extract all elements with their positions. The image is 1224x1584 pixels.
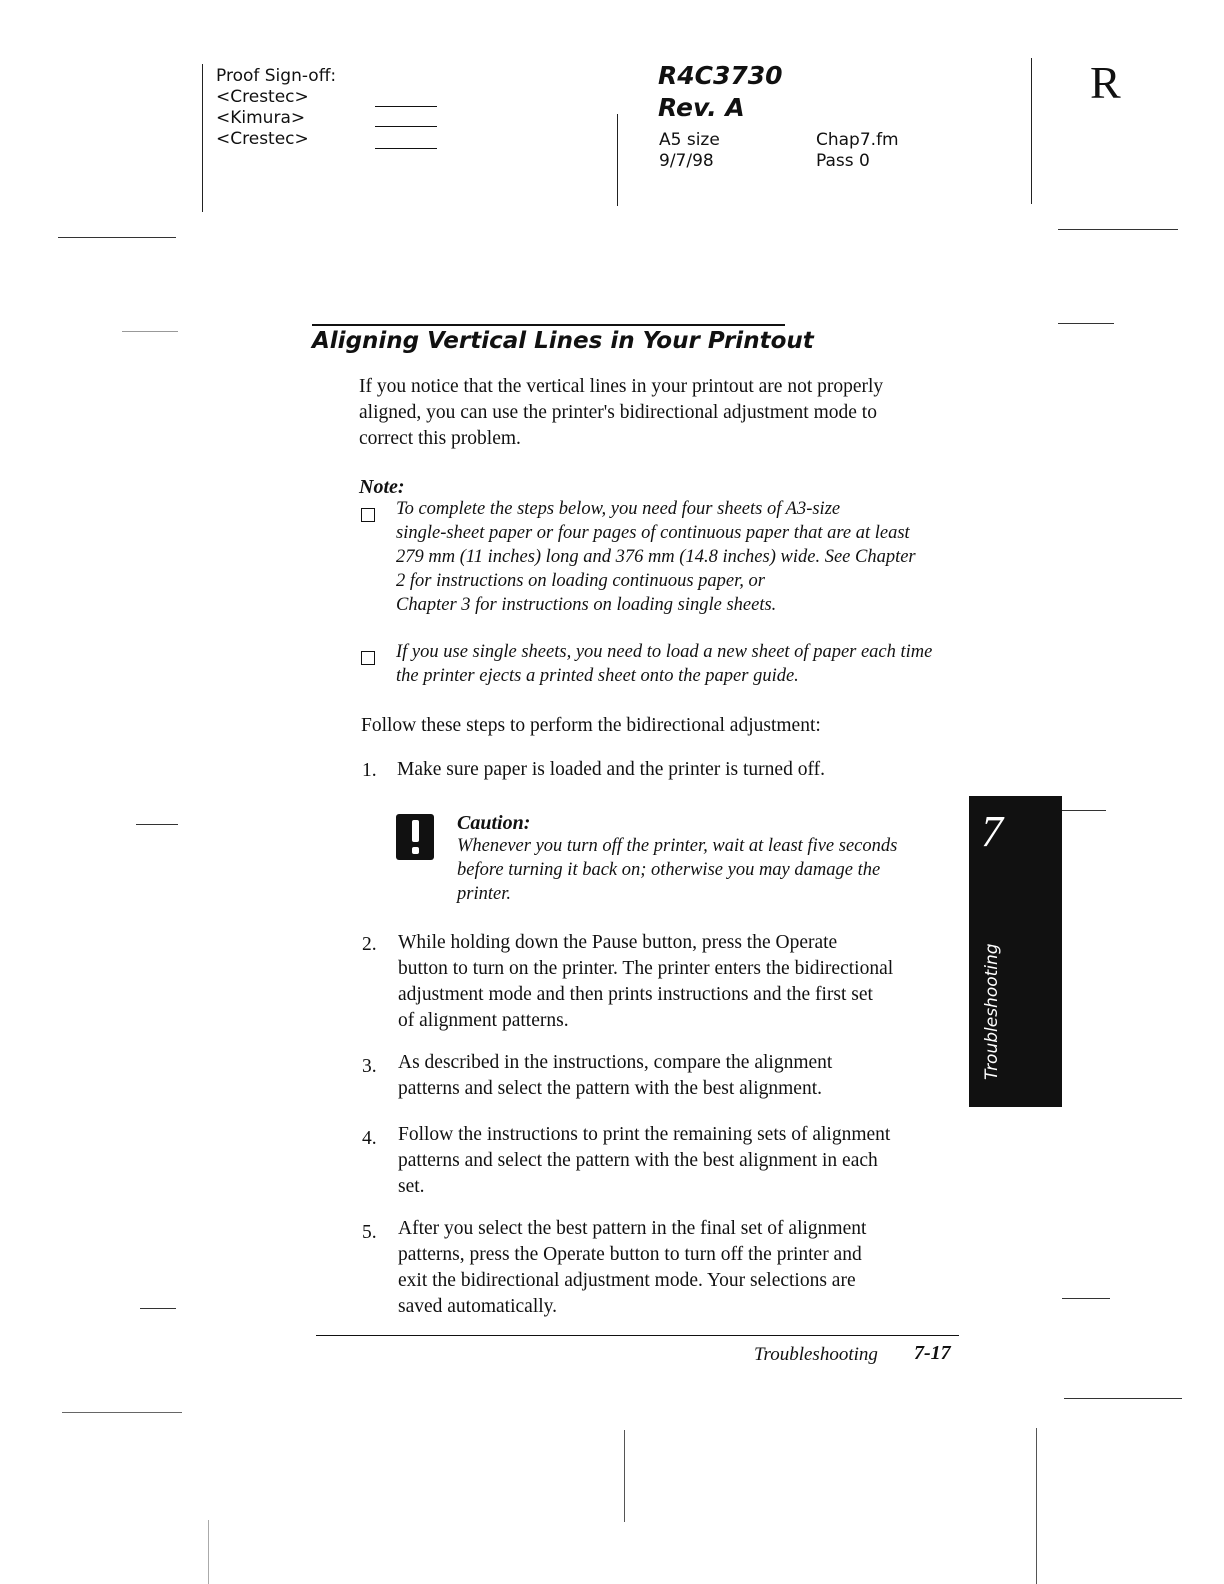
revision: Rev. A <box>658 93 745 122</box>
step-text <box>398 1050 832 1102</box>
proof-signoff-entry: <Crestec> <box>216 87 309 107</box>
step-line: of alignment patterns. <box>398 1010 569 1031</box>
step-number: 5. <box>362 1222 377 1243</box>
caution-label: Caution: <box>457 812 531 834</box>
page-size: A5 size <box>659 130 720 150</box>
doc-code-block <box>658 60 783 124</box>
proof-signoff-entry: <Kimura> <box>216 108 306 128</box>
note-line: 2 for instructions on loading continuous paper, or <box>396 571 765 591</box>
heading-rule <box>312 324 785 326</box>
caution-text <box>457 834 897 906</box>
doc-meta-right <box>816 130 899 172</box>
signature-line <box>375 106 437 107</box>
step-text <box>398 930 893 1034</box>
crop-mark <box>1062 810 1106 811</box>
note-line: To complete the steps below, you need four sheets of A3-size <box>396 499 841 519</box>
intro-line: aligned, you can use the printer's bidirectional adjustment mode to <box>359 402 877 423</box>
note-line: If you use single sheets, you need to load a new sheet of paper each time <box>396 642 933 662</box>
note-item <box>396 497 916 617</box>
chapter-tab-label: Troubleshooting <box>982 943 1002 1080</box>
step-line: Follow the instructions to print the remaining sets of alignment <box>398 1124 891 1145</box>
crop-mark <box>136 824 178 825</box>
crop-mark <box>1058 229 1178 230</box>
step-line: After you select the best pattern in the final set of alignment <box>398 1218 867 1239</box>
step-line: As described in the instructions, compare the alignment <box>398 1052 833 1073</box>
step-line: patterns and select the pattern with the best alignment. <box>398 1078 822 1099</box>
intro-line: If you notice that the vertical lines in your printout are not properly <box>359 376 884 397</box>
proof-signoff-entry: <Crestec> <box>216 129 309 149</box>
corner-letter: R <box>1090 57 1121 108</box>
proof-signoff-block <box>216 66 336 150</box>
caution-line: before turning it back on; otherwise you may damage the <box>457 860 881 880</box>
caution-line: printer. <box>457 884 511 904</box>
caution-line: Whenever you turn off the printer, wait at least five seconds <box>457 836 898 856</box>
doc-meta-left <box>659 130 720 172</box>
intro-paragraph <box>359 374 883 452</box>
footer-chapter-title: Troubleshooting <box>754 1344 878 1365</box>
section-title: Aligning Vertical Lines in Your Printout <box>312 328 814 354</box>
header-divider <box>617 114 618 206</box>
proof-signoff-label: Proof Sign-off: <box>216 66 337 86</box>
file-name: Chap7.fm <box>816 130 899 150</box>
step-line: While holding down the Pause button, press the Operate <box>398 932 838 953</box>
step-number: 3. <box>362 1056 377 1077</box>
step-line: Make sure paper is loaded and the printer is turned off. <box>397 759 825 780</box>
crop-mark <box>58 237 176 238</box>
crop-mark <box>1058 323 1114 324</box>
crop-mark <box>140 1308 176 1309</box>
doc-code: R4C3730 <box>658 61 783 90</box>
note-item <box>396 640 932 688</box>
step-line: exit the bidirectional adjustment mode. Your selections are <box>398 1270 856 1291</box>
note-label: Note: <box>359 476 405 498</box>
step-line: patterns, press the Operate button to turn off the printer and <box>398 1244 862 1265</box>
checkbox-bullet-icon <box>361 651 375 665</box>
note-line: 279 mm (11 inches) long and 376 mm (14.8 inches) wide. See Chapter <box>396 547 916 567</box>
step-number: 2. <box>362 934 377 955</box>
note-line: Chapter 3 for instructions on loading single sheets. <box>396 595 777 615</box>
crop-mark <box>122 331 178 332</box>
crop-mark <box>624 1430 625 1522</box>
step-text <box>397 757 825 783</box>
doc-date: 9/7/98 <box>659 151 714 171</box>
header-divider <box>1031 58 1032 204</box>
exclamation-icon <box>396 814 434 860</box>
crop-mark <box>208 1520 209 1584</box>
step-number: 4. <box>362 1128 377 1149</box>
note-line: the printer ejects a printed sheet onto the paper guide. <box>396 666 799 686</box>
checkbox-bullet-icon <box>361 508 375 522</box>
crop-mark <box>1062 1298 1110 1299</box>
crop-mark <box>62 1412 182 1413</box>
step-line: saved automatically. <box>398 1296 558 1317</box>
footer-rule <box>316 1335 959 1336</box>
lead-in-text: Follow these steps to perform the bidirectional adjustment: <box>361 715 821 736</box>
note-line: single-sheet paper or four pages of continuous paper that are at least <box>396 523 910 543</box>
crop-mark <box>1036 1428 1037 1584</box>
signature-line <box>375 126 437 127</box>
crop-mark <box>1064 1398 1182 1399</box>
step-text <box>398 1216 866 1320</box>
step-line: button to turn on the printer. The printer enters the bidirectional <box>398 958 894 979</box>
chapter-number: 7 <box>981 807 1003 856</box>
intro-line: correct this problem. <box>359 428 521 449</box>
margin-rule <box>202 64 203 212</box>
pass-number: Pass 0 <box>816 151 870 171</box>
page-number: 7-17 <box>914 1342 951 1364</box>
signature-line <box>375 148 437 149</box>
step-line: patterns and select the pattern with the best alignment in each <box>398 1150 878 1171</box>
step-text <box>398 1122 890 1200</box>
step-number: 1. <box>362 760 377 781</box>
step-line: adjustment mode and then prints instructions and the first set <box>398 984 873 1005</box>
step-line: set. <box>398 1176 425 1197</box>
